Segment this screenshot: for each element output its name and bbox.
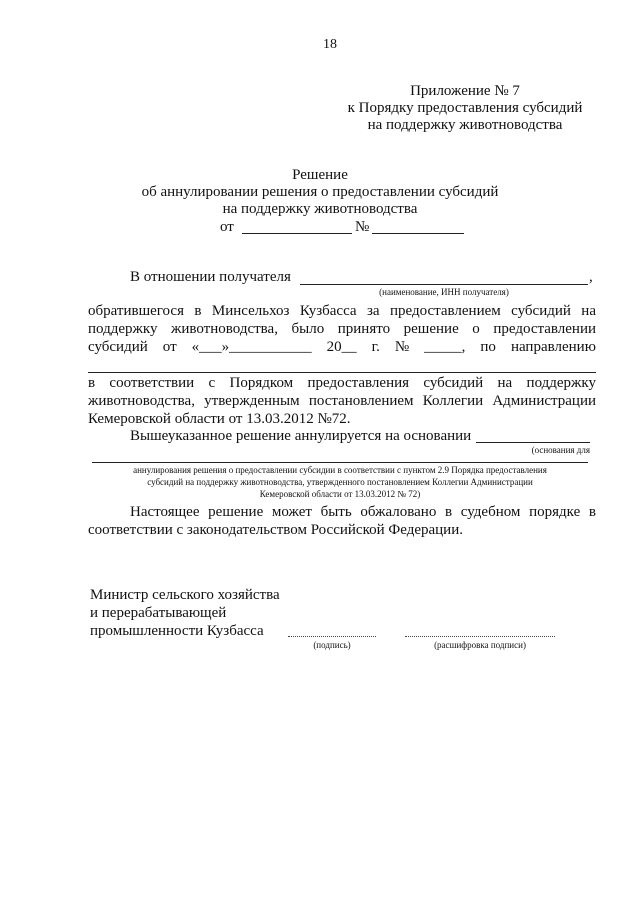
paragraph-4-line-2: соответствии с законодательством Российской Федерации. [88,522,463,538]
number-sign: № [394,339,410,355]
basis-hint-line-3: Кемеровской области от 13.03.2012 № 72) [259,489,421,499]
appendix-line-2: к Порядку предоставления субсидий [347,100,583,116]
name-transcript-hint: (расшифровка подписи) [434,640,526,650]
name-transcript-blank [405,636,555,637]
word-by: по [480,339,496,355]
paragraph-4-line-1: Настоящее решение может быть обжаловано в судебном порядке в [130,504,596,520]
title-line-2: об аннулировании решения о предоставлении субсидий [141,184,499,200]
title-line-1: Решение [292,167,348,183]
word-direction: направлению [510,339,596,355]
paragraph-1-line-3 [88,338,596,356]
signatory-line-3: промышленности Кузбасса [90,623,264,639]
date-blank [242,233,352,234]
number-blank-inline: _____, [424,339,466,355]
recipient-hint: (наименование, ИНН получателя) [379,287,509,297]
appendix-line-3: на поддержку животноводства [367,117,563,133]
basis-hint-line-1: аннулирования решения о предоставлении субсидии в соответствии с пунктом 2.9 Порядка предоставления [133,465,547,475]
word-year: г. [371,339,380,355]
appendix-line-1: Приложение № 7 [410,83,520,99]
from-label: от [220,219,234,235]
paragraph-2-line-3: Кемеровской области от 13.03.2012 №72. [88,411,351,427]
basis-label: Вышеуказанное решение аннулируется на основании [130,428,472,444]
title-line-3: на поддержку животноводства [222,201,418,217]
recipient-label: В отношении получателя [130,269,291,285]
paragraph-2-line-2: животноводства, утвержденным постановлением Коллегии Администрации [88,393,596,409]
basis-blank [476,442,590,443]
date-day-month-blank: «___»___________ [191,339,312,355]
recipient-comma: , [589,269,593,285]
word-subsidies: субсидий [88,339,148,355]
direction-blank [88,372,596,373]
number-label: № [355,219,370,235]
basis-blank-2 [92,462,588,463]
number-blank [372,233,464,234]
year-blank: 20__ [326,339,357,355]
basis-hint-line-2: субсидий на поддержку животноводства, утвержденного постановлением Коллегии Администрации [147,477,533,487]
page-number: 18 [323,37,337,52]
paragraph-1-line-2: поддержку животноводства, было принято решение о предоставлении [88,321,596,337]
signature-blank [288,636,376,637]
recipient-blank [300,284,588,285]
signatory-line-1: Министр сельского хозяйства [90,587,280,603]
signature-hint: (подпись) [313,640,351,650]
paragraph-1-line-1: обратившегося в Минсельхоз Кузбасса за предоставлением субсидий на [88,303,596,319]
signatory-line-2: и перерабатывающей [90,605,227,621]
basis-hint-start: (основания для [531,445,590,455]
paragraph-2-line-1: в соответствии с Порядком предоставления субсидий на поддержку [88,375,596,391]
word-from: от [162,339,177,355]
